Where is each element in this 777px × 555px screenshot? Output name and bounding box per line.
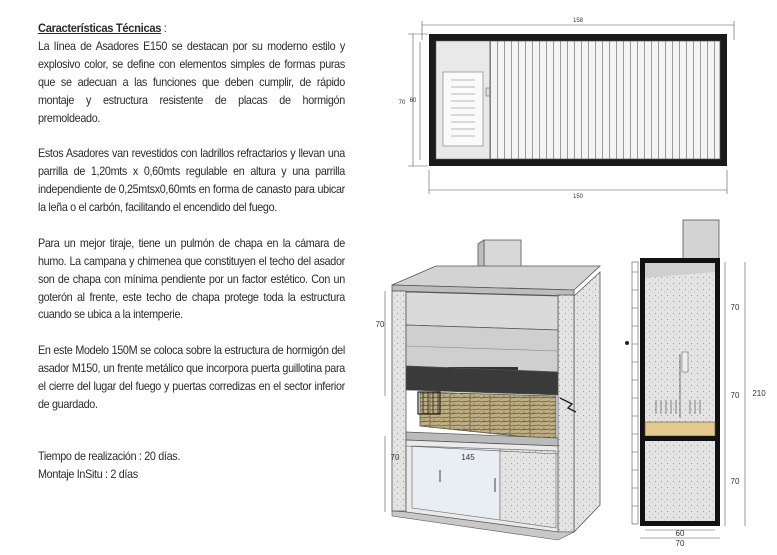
realization-time: Tiempo de realización : 20 días. (38, 449, 181, 463)
specs-paragraph-4: En este Modelo 150M se coloca sobre la estructura de hormigón del asador M150, un frente metálico que incorpora puerta guillotina para el cierre del lugar del fuego y puertas corredizas en el sector inferior de guardado. (38, 344, 345, 411)
section-view (625, 220, 766, 548)
specs-paragraph-2: Estos Asadores van revestidos con ladrillos refractarios y llevan una parrilla de 1,20mts x 0,60mts regulable en altura y una parrilla independiente de 0,25mtsx0,60mts en forma de canasto para ubicar la leña o el carbón, facilitando el encendido del fuego. (38, 147, 345, 215)
specs-paragraph-1: La línea de Asadores E150 se destacan por su moderno estilo y explosivo color, se define con elementos simples de formas puras que se adecuan a las funciones que deben cumplir, de rápido montaje y estructura resistente de placas de hormigón premoldeado. (38, 39, 345, 125)
plan-dim-depth-inner: 60 (409, 98, 417, 104)
section-dim-outer-depth: 70 (675, 539, 685, 548)
section-dim-bottom: 70 (730, 477, 740, 486)
specs-paragraph-3: Para un mejor tiraje, tiene un pulmón de chapa en la cámara de humo. La campana y chimenea que constituyen el techo del asador son de chapa con mínima pendiente por un factor estético. Con un goterón al frente, este techo de chapa protege toda la estructura cuando se ubica a la intemperie. (38, 236, 345, 322)
section-dim-top: 70 (730, 303, 740, 312)
specs-heading: Características Técnicas (38, 21, 162, 35)
plan-dim-inner-width: 150 (572, 194, 584, 200)
section-dim-total-height: 210 (752, 389, 766, 398)
plan-dim-total-width: 158 (572, 18, 584, 24)
section-dim-inner-depth: 60 (675, 529, 685, 538)
plan-view (399, 18, 734, 200)
perspective-dim-lower-height: 70 (390, 453, 400, 462)
perspective-dim-upper-height: 70 (375, 320, 385, 329)
plan-dim-depth-outer: 70 (398, 100, 406, 106)
specs-heading-colon: : (161, 22, 167, 35)
section-dim-middle: 70 (730, 391, 740, 400)
perspective-dim-width: 145 (461, 453, 475, 462)
perspective-view (376, 240, 600, 540)
installation-time: Montaje InSitu : 2 días (38, 467, 138, 481)
